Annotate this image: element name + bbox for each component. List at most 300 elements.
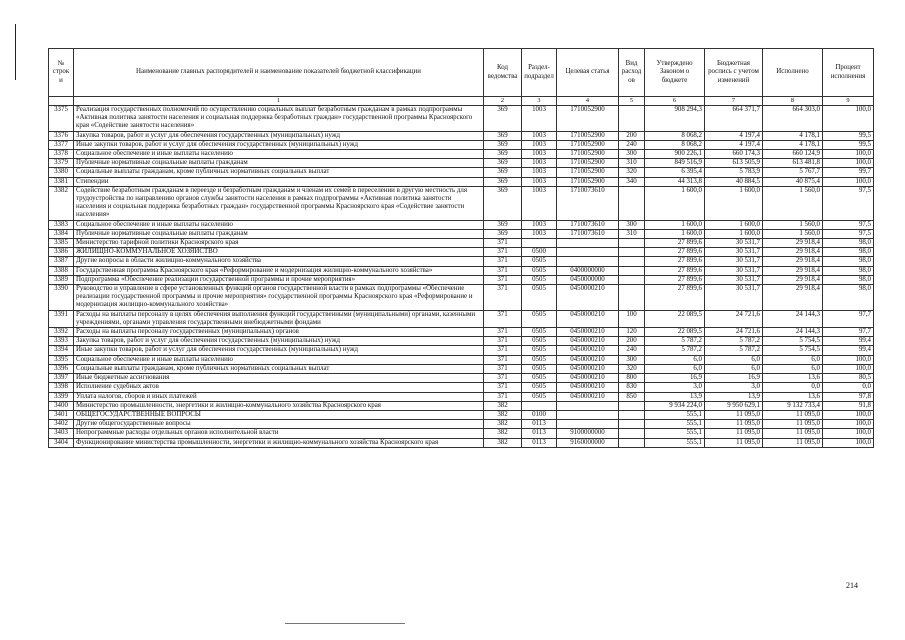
schedule-amount-cell: 30 531,7 bbox=[705, 239, 763, 248]
column-number-row bbox=[49, 97, 874, 106]
schedule-amount-cell: 613 505,9 bbox=[705, 159, 763, 168]
approved-amount-cell: 555,1 bbox=[645, 420, 705, 429]
target-article-cell: 0450000210 bbox=[557, 392, 619, 401]
expense-type-cell: 240 bbox=[619, 346, 645, 355]
executed-amount-cell: 11 095,0 bbox=[763, 410, 823, 419]
row-name-cell: Социальное обеспечение и иные выплаты населению bbox=[74, 220, 484, 229]
target-article-cell: 0450000210 bbox=[557, 383, 619, 392]
percent-cell: 99,7 bbox=[823, 168, 874, 177]
dept-code-cell: 371 bbox=[484, 392, 522, 401]
executed-amount-cell: 24 144,3 bbox=[763, 328, 823, 337]
schedule-amount-cell: 24 721,6 bbox=[705, 310, 763, 327]
dept-code-cell: 371 bbox=[484, 383, 522, 392]
approved-amount-cell: 5 787,2 bbox=[645, 337, 705, 346]
dept-code-cell: 371 bbox=[484, 374, 522, 383]
percent-cell: 97,8 bbox=[823, 392, 874, 401]
target-article-cell: 0450000210 bbox=[557, 346, 619, 355]
approved-amount-cell: 1 600,0 bbox=[645, 220, 705, 229]
section-code-cell: 0505 bbox=[522, 346, 557, 355]
schedule-amount-cell: 11 095,0 bbox=[705, 438, 763, 447]
approved-amount-cell: 6,0 bbox=[645, 364, 705, 373]
target-article-cell: 1710052900 bbox=[557, 177, 619, 186]
expense-type-cell: 240 bbox=[619, 140, 645, 149]
executed-amount-cell: 664 303,0 bbox=[763, 106, 823, 132]
table-row bbox=[49, 285, 874, 311]
approved-amount-cell: 1 600,0 bbox=[645, 229, 705, 238]
target-article-cell: 1710052900 bbox=[557, 168, 619, 177]
row-number-cell: 3387 bbox=[49, 257, 74, 266]
row-name-cell: Министерство тарифной политики Красноярского края bbox=[74, 239, 484, 248]
dept-code-cell: 371 bbox=[484, 337, 522, 346]
header-percent: Процент исполнения bbox=[823, 49, 874, 97]
row-number-cell: 3394 bbox=[49, 346, 74, 355]
schedule-amount-cell: 5 787,2 bbox=[705, 337, 763, 346]
row-number-cell: 3380 bbox=[49, 168, 74, 177]
executed-amount-cell: 13,6 bbox=[763, 374, 823, 383]
percent-cell: 97,5 bbox=[823, 229, 874, 238]
row-name-cell: Расходы на выплаты персоналу в целях обеспечения выполнения функций государственными (муниципальными) органами, казенными учреждениями, органами управления государственными внебюджетными фондами bbox=[74, 310, 484, 327]
section-code-cell: 0113 bbox=[522, 420, 557, 429]
column-number bbox=[49, 97, 74, 106]
target-article-cell: 0450000210 bbox=[557, 328, 619, 337]
schedule-amount-cell: 9 950 629,1 bbox=[705, 401, 763, 410]
executed-amount-cell: 40 875,4 bbox=[763, 177, 823, 186]
section-code-cell: 0100 bbox=[522, 410, 557, 419]
dept-code-cell: 371 bbox=[484, 239, 522, 248]
dept-code-cell: 371 bbox=[484, 285, 522, 311]
approved-amount-cell: 3,0 bbox=[645, 383, 705, 392]
row-name-cell: Другие вопросы в области жилищно-коммунального хозяйства bbox=[74, 257, 484, 266]
approved-amount-cell: 27 899,6 bbox=[645, 275, 705, 284]
target-article-cell: 0450000210 bbox=[557, 285, 619, 311]
target-article-cell: 1710052900 bbox=[557, 150, 619, 159]
executed-amount-cell: 29 918,4 bbox=[763, 248, 823, 257]
schedule-amount-cell: 4 197,4 bbox=[705, 140, 763, 149]
approved-amount-cell: 555,1 bbox=[645, 429, 705, 438]
schedule-amount-cell: 30 531,7 bbox=[705, 275, 763, 284]
expense-type-cell: 200 bbox=[619, 337, 645, 346]
executed-amount-cell: 1 560,0 bbox=[763, 186, 823, 220]
executed-amount-cell: 29 918,4 bbox=[763, 266, 823, 275]
header-schedule: Бюджетная роспись с учетом изменений bbox=[705, 49, 763, 97]
target-article-cell: 1710073610 bbox=[557, 220, 619, 229]
approved-amount-cell: 27 899,6 bbox=[645, 266, 705, 275]
expense-type-cell: 200 bbox=[619, 131, 645, 140]
schedule-amount-cell: 1 600,0 bbox=[705, 186, 763, 220]
section-code-cell: 1003 bbox=[522, 106, 557, 132]
section-code-cell: 0505 bbox=[522, 355, 557, 364]
schedule-amount-cell: 664 371,7 bbox=[705, 106, 763, 132]
schedule-amount-cell: 5 783,9 bbox=[705, 168, 763, 177]
row-number-cell: 3384 bbox=[49, 229, 74, 238]
percent-cell: 98,0 bbox=[823, 275, 874, 284]
table-row bbox=[49, 337, 874, 346]
table-row bbox=[49, 257, 874, 266]
schedule-amount-cell: 30 531,7 bbox=[705, 257, 763, 266]
expense-type-cell: 320 bbox=[619, 168, 645, 177]
schedule-amount-cell: 5 787,2 bbox=[705, 346, 763, 355]
expense-type-cell bbox=[619, 429, 645, 438]
expense-type-cell: 800 bbox=[619, 374, 645, 383]
column-number: 2 bbox=[484, 97, 522, 106]
schedule-amount-cell: 11 095,0 bbox=[705, 410, 763, 419]
percent-cell: 98,0 bbox=[823, 285, 874, 311]
row-number-cell: 3385 bbox=[49, 239, 74, 248]
row-number-cell: 3397 bbox=[49, 374, 74, 383]
percent-cell: 99,5 bbox=[823, 131, 874, 140]
row-number-cell: 3390 bbox=[49, 285, 74, 311]
row-name-cell: Стипендии bbox=[74, 177, 484, 186]
target-article-cell: 1710073610 bbox=[557, 229, 619, 238]
expense-type-cell bbox=[619, 106, 645, 132]
header-row bbox=[49, 49, 874, 97]
section-code-cell: 1003 bbox=[522, 140, 557, 149]
margin-rule bbox=[15, 24, 16, 80]
expense-type-cell bbox=[619, 410, 645, 419]
row-name-cell: Закупка товаров, работ и услуг для обеспечения государственных (муниципальных) нужд bbox=[74, 131, 484, 140]
row-name-cell: Исполнение судебных актов bbox=[74, 383, 484, 392]
executed-amount-cell: 24 144,3 bbox=[763, 310, 823, 327]
schedule-amount-cell: 24 721,6 bbox=[705, 328, 763, 337]
target-article-cell: 0450000210 bbox=[557, 355, 619, 364]
row-number-cell: 3389 bbox=[49, 275, 74, 284]
dept-code-cell: 371 bbox=[484, 328, 522, 337]
table-row bbox=[49, 131, 874, 140]
dept-code-cell: 382 bbox=[484, 438, 522, 447]
dept-code-cell: 369 bbox=[484, 106, 522, 132]
percent-cell: 99,4 bbox=[823, 337, 874, 346]
approved-amount-cell: 908 294,3 bbox=[645, 106, 705, 132]
expense-type-cell: 300 bbox=[619, 150, 645, 159]
row-name-cell: Социальное обеспечение и иные выплаты населению bbox=[74, 355, 484, 364]
executed-amount-cell: 1 560,0 bbox=[763, 220, 823, 229]
expense-type-cell bbox=[619, 239, 645, 248]
row-number-cell: 3386 bbox=[49, 248, 74, 257]
header-dept: Код ведомства bbox=[484, 49, 522, 97]
dept-code-cell: 371 bbox=[484, 266, 522, 275]
schedule-amount-cell: 6,0 bbox=[705, 355, 763, 364]
target-article-cell: 9100000000 bbox=[557, 429, 619, 438]
percent-cell: 0,0 bbox=[823, 383, 874, 392]
table-row bbox=[49, 420, 874, 429]
row-number-cell: 3375 bbox=[49, 106, 74, 132]
section-code-cell: 1003 bbox=[522, 159, 557, 168]
section-code-cell: 0505 bbox=[522, 364, 557, 373]
target-article-cell: 9160000000 bbox=[557, 438, 619, 447]
table-row bbox=[49, 392, 874, 401]
row-number-cell: 3377 bbox=[49, 140, 74, 149]
dept-code-cell: 369 bbox=[484, 159, 522, 168]
table-row bbox=[49, 401, 874, 410]
percent-cell: 100,0 bbox=[823, 420, 874, 429]
approved-amount-cell: 27 899,6 bbox=[645, 257, 705, 266]
row-name-cell: ОБЩЕГОСУДАРСТВЕННЫЕ ВОПРОСЫ bbox=[74, 410, 484, 419]
table-row bbox=[49, 438, 874, 447]
row-name-cell: Социальные выплаты гражданам, кроме публичных нормативных социальных выплат bbox=[74, 364, 484, 373]
target-article-cell: 0450000000 bbox=[557, 275, 619, 284]
row-number-cell: 3391 bbox=[49, 310, 74, 327]
approved-amount-cell: 9 934 224,0 bbox=[645, 401, 705, 410]
percent-cell: 100,0 bbox=[823, 355, 874, 364]
target-article-cell: 1710052900 bbox=[557, 140, 619, 149]
section-code-cell: 1003 bbox=[522, 131, 557, 140]
row-number-cell: 3400 bbox=[49, 401, 74, 410]
schedule-amount-cell: 30 531,7 bbox=[705, 266, 763, 275]
percent-cell: 99,4 bbox=[823, 346, 874, 355]
table-body bbox=[49, 106, 874, 448]
dept-code-cell: 382 bbox=[484, 420, 522, 429]
row-name-cell: Иные закупки товаров, работ и услуг для обеспечения государственных (муниципальных) нужд bbox=[74, 140, 484, 149]
section-code-cell: 0505 bbox=[522, 285, 557, 311]
schedule-amount-cell: 13,9 bbox=[705, 392, 763, 401]
percent-cell: 97,7 bbox=[823, 328, 874, 337]
table-row bbox=[49, 429, 874, 438]
percent-cell: 97,5 bbox=[823, 186, 874, 220]
dept-code-cell: 369 bbox=[484, 168, 522, 177]
percent-cell: 98,0 bbox=[823, 257, 874, 266]
approved-amount-cell: 44 313,8 bbox=[645, 177, 705, 186]
dept-code-cell: 371 bbox=[484, 275, 522, 284]
executed-amount-cell: 6,0 bbox=[763, 364, 823, 373]
percent-cell: 98,0 bbox=[823, 266, 874, 275]
expense-type-cell bbox=[619, 420, 645, 429]
executed-amount-cell: 6,0 bbox=[763, 355, 823, 364]
target-article-cell: 1710073610 bbox=[557, 186, 619, 220]
expense-type-cell: 300 bbox=[619, 355, 645, 364]
target-article-cell: 0450000210 bbox=[557, 310, 619, 327]
percent-cell: 100,0 bbox=[823, 429, 874, 438]
expense-type-cell bbox=[619, 186, 645, 220]
table-row bbox=[49, 140, 874, 149]
column-number: 3 bbox=[522, 97, 557, 106]
row-name-cell: Расходы на выплаты персоналу государственных (муниципальных) органов bbox=[74, 328, 484, 337]
table-row bbox=[49, 106, 874, 132]
row-number-cell: 3403 bbox=[49, 429, 74, 438]
target-article-cell: 0450000210 bbox=[557, 364, 619, 373]
expense-type-cell bbox=[619, 275, 645, 284]
table-row bbox=[49, 355, 874, 364]
header-row-no: № строки bbox=[49, 49, 74, 97]
section-code-cell: 0500 bbox=[522, 248, 557, 257]
row-name-cell: Иные закупки товаров, работ и услуг для обеспечения государственных (муниципальных) нужд bbox=[74, 346, 484, 355]
approved-amount-cell: 5 787,2 bbox=[645, 346, 705, 355]
executed-amount-cell: 5 754,5 bbox=[763, 337, 823, 346]
row-name-cell: Публичные нормативные социальные выплаты гражданам bbox=[74, 159, 484, 168]
dept-code-cell: 369 bbox=[484, 177, 522, 186]
target-article-cell: 0450000210 bbox=[557, 337, 619, 346]
executed-amount-cell: 660 124,9 bbox=[763, 150, 823, 159]
schedule-amount-cell: 30 531,7 bbox=[705, 248, 763, 257]
schedule-amount-cell: 660 174,3 bbox=[705, 150, 763, 159]
row-name-cell: Реализация государственных полномочий по осуществлению социальных выплат безработным гражданам в рамках подпрограммы «Активная политика занятости населения и социальная поддержка безработных граждан» государственной программы Красноярского края «Содействие занятости населения» bbox=[74, 106, 484, 132]
section-code-cell: 0505 bbox=[522, 310, 557, 327]
row-number-cell: 3402 bbox=[49, 420, 74, 429]
target-article-cell: 1710052900 bbox=[557, 159, 619, 168]
row-name-cell: Уплата налогов, сборов и иных платежей bbox=[74, 392, 484, 401]
section-code-cell: 0505 bbox=[522, 383, 557, 392]
table-row bbox=[49, 346, 874, 355]
schedule-amount-cell: 4 197,4 bbox=[705, 131, 763, 140]
row-number-cell: 3396 bbox=[49, 364, 74, 373]
approved-amount-cell: 27 899,6 bbox=[645, 239, 705, 248]
percent-cell: 91,8 bbox=[823, 401, 874, 410]
section-code-cell: 0505 bbox=[522, 392, 557, 401]
column-number: 7 bbox=[705, 97, 763, 106]
section-code-cell: 1003 bbox=[522, 229, 557, 238]
percent-cell: 98,0 bbox=[823, 239, 874, 248]
target-article-cell: 1710052900 bbox=[557, 106, 619, 132]
executed-amount-cell: 11 095,0 bbox=[763, 420, 823, 429]
table-row bbox=[49, 239, 874, 248]
approved-amount-cell: 6 395,4 bbox=[645, 168, 705, 177]
approved-amount-cell: 22 089,5 bbox=[645, 328, 705, 337]
schedule-amount-cell: 3,0 bbox=[705, 383, 763, 392]
header-name: Наименование главных распорядителей и наименование показателей бюджетной классификации bbox=[74, 49, 484, 97]
expense-type-cell: 850 bbox=[619, 392, 645, 401]
row-number-cell: 3382 bbox=[49, 186, 74, 220]
expense-type-cell: 310 bbox=[619, 229, 645, 238]
percent-cell: 100,0 bbox=[823, 364, 874, 373]
expense-type-cell: 300 bbox=[619, 220, 645, 229]
schedule-amount-cell: 6,0 bbox=[705, 364, 763, 373]
row-name-cell: Руководство и управление в сфере установленных функций органов государственной власти в рамках подпрограммы «Обеспечение реализации государственной программы и прочие мероприятия» государственной программы Красноярского края «Реформирование и модернизация жилищно-коммунального хозяйства» bbox=[74, 285, 484, 311]
target-article-cell bbox=[557, 257, 619, 266]
percent-cell: 99,5 bbox=[823, 140, 874, 149]
executed-amount-cell: 613 481,8 bbox=[763, 159, 823, 168]
table-row bbox=[49, 159, 874, 168]
executed-amount-cell: 11 095,0 bbox=[763, 438, 823, 447]
table-row bbox=[49, 168, 874, 177]
dept-code-cell: 371 bbox=[484, 257, 522, 266]
table-row bbox=[49, 266, 874, 275]
section-code-cell: 0505 bbox=[522, 266, 557, 275]
footer-rule bbox=[285, 623, 405, 624]
table-row bbox=[49, 310, 874, 327]
section-code-cell: 1003 bbox=[522, 150, 557, 159]
budget-execution-table bbox=[48, 48, 874, 448]
header-approved: Утверждено Законом о бюджете bbox=[645, 49, 705, 97]
approved-amount-cell: 8 068,2 bbox=[645, 131, 705, 140]
row-name-cell: Публичные нормативные социальные выплаты гражданам bbox=[74, 229, 484, 238]
row-name-cell: Социальные выплаты гражданам, кроме публичных нормативных социальных выплат bbox=[74, 168, 484, 177]
page-number: 214 bbox=[846, 581, 858, 590]
row-number-cell: 3379 bbox=[49, 159, 74, 168]
expense-type-cell: 100 bbox=[619, 310, 645, 327]
row-name-cell: Другие общегосударственные вопросы bbox=[74, 420, 484, 429]
section-code-cell: 1003 bbox=[522, 168, 557, 177]
target-article-cell bbox=[557, 420, 619, 429]
percent-cell: 100,0 bbox=[823, 438, 874, 447]
row-name-cell: Социальное обеспечение и иные выплаты населению bbox=[74, 150, 484, 159]
expense-type-cell: 830 bbox=[619, 383, 645, 392]
header-target: Целевая статья bbox=[557, 49, 619, 97]
row-number-cell: 3381 bbox=[49, 177, 74, 186]
dept-code-cell: 371 bbox=[484, 346, 522, 355]
header-exp-type: Вид расходов bbox=[619, 49, 645, 97]
row-number-cell: 3399 bbox=[49, 392, 74, 401]
expense-type-cell bbox=[619, 248, 645, 257]
dept-code-cell: 371 bbox=[484, 248, 522, 257]
executed-amount-cell: 9 132 733,4 bbox=[763, 401, 823, 410]
schedule-amount-cell: 1 600,0 bbox=[705, 229, 763, 238]
row-number-cell: 3398 bbox=[49, 383, 74, 392]
expense-type-cell bbox=[619, 257, 645, 266]
expense-type-cell bbox=[619, 401, 645, 410]
column-number: 4 bbox=[557, 97, 619, 106]
executed-amount-cell: 1 560,0 bbox=[763, 229, 823, 238]
row-name-cell: Функционирование министерства промышленности, энергетики и жилищно-коммунального хозяйства Красноярского края bbox=[74, 438, 484, 447]
expense-type-cell bbox=[619, 438, 645, 447]
target-article-cell bbox=[557, 410, 619, 419]
table-row bbox=[49, 177, 874, 186]
percent-cell: 80,5 bbox=[823, 374, 874, 383]
expense-type-cell: 120 bbox=[619, 328, 645, 337]
percent-cell: 100,0 bbox=[823, 177, 874, 186]
dept-code-cell: 369 bbox=[484, 140, 522, 149]
approved-amount-cell: 1 600,0 bbox=[645, 186, 705, 220]
approved-amount-cell: 8 068,2 bbox=[645, 140, 705, 149]
percent-cell: 97,5 bbox=[823, 220, 874, 229]
table-row bbox=[49, 229, 874, 238]
table-row bbox=[49, 150, 874, 159]
executed-amount-cell: 29 918,4 bbox=[763, 275, 823, 284]
dept-code-cell: 369 bbox=[484, 220, 522, 229]
target-article-cell bbox=[557, 401, 619, 410]
executed-amount-cell: 4 178,1 bbox=[763, 140, 823, 149]
schedule-amount-cell: 11 095,0 bbox=[705, 420, 763, 429]
dept-code-cell: 371 bbox=[484, 364, 522, 373]
row-number-cell: 3395 bbox=[49, 355, 74, 364]
approved-amount-cell: 13,9 bbox=[645, 392, 705, 401]
dept-code-cell: 382 bbox=[484, 410, 522, 419]
target-article-cell bbox=[557, 239, 619, 248]
section-code-cell: 0505 bbox=[522, 337, 557, 346]
table-row bbox=[49, 410, 874, 419]
target-article-cell: 1710052900 bbox=[557, 131, 619, 140]
table-row bbox=[49, 374, 874, 383]
row-number-cell: 3404 bbox=[49, 438, 74, 447]
executed-amount-cell: 5 767,7 bbox=[763, 168, 823, 177]
row-number-cell: 3393 bbox=[49, 337, 74, 346]
schedule-amount-cell: 1 600,0 bbox=[705, 220, 763, 229]
row-number-cell: 3392 bbox=[49, 328, 74, 337]
approved-amount-cell: 22 089,5 bbox=[645, 310, 705, 327]
executed-amount-cell: 29 918,4 bbox=[763, 285, 823, 311]
row-name-cell: Министерство промышленности, энергетики и жилищно-коммунального хозяйства Красноярского края bbox=[74, 401, 484, 410]
percent-cell: 100,0 bbox=[823, 410, 874, 419]
row-number-cell: 3401 bbox=[49, 410, 74, 419]
expense-type-cell: 320 bbox=[619, 364, 645, 373]
section-code-cell: 0505 bbox=[522, 257, 557, 266]
table-row bbox=[49, 220, 874, 229]
dept-code-cell: 371 bbox=[484, 355, 522, 364]
section-code-cell: 0113 bbox=[522, 429, 557, 438]
header-executed: Исполнено bbox=[763, 49, 823, 97]
approved-amount-cell: 27 899,6 bbox=[645, 248, 705, 257]
section-code-cell bbox=[522, 239, 557, 248]
table-row bbox=[49, 328, 874, 337]
percent-cell: 100,0 bbox=[823, 150, 874, 159]
dept-code-cell: 369 bbox=[484, 186, 522, 220]
row-name-cell: Содействие безработным гражданам в переезде и безработным гражданам и членам их семей в переселении в другую местность для трудоустройства по направлению органов службы занятости населения в рамках подпрограммы «Активная политика занятости населения и социальная поддержка безработных граждан» государственной программы Красноярского края «Содействие занятости населения» bbox=[74, 186, 484, 220]
approved-amount-cell: 555,1 bbox=[645, 410, 705, 419]
dept-code-cell: 369 bbox=[484, 229, 522, 238]
row-name-cell: Подпрограмма «Обеспечение реализации государственной программы и прочие мероприятия» bbox=[74, 275, 484, 284]
row-number-cell: 3376 bbox=[49, 131, 74, 140]
column-number: 9 bbox=[823, 97, 874, 106]
table-row bbox=[49, 364, 874, 373]
executed-amount-cell: 4 178,1 bbox=[763, 131, 823, 140]
